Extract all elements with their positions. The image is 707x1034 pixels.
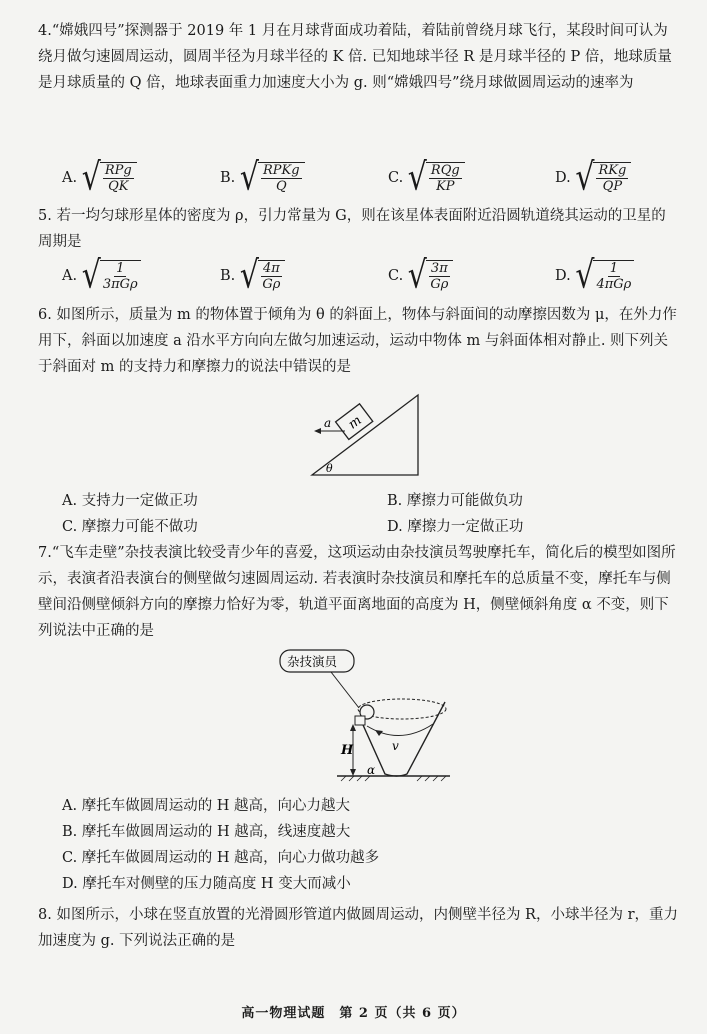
question-6-stem: 6. 如图所示，质量为 m 的物体置于倾角为 θ 的斜面上，物体与斜面间的动摩擦因数为 μ，在外力作用下，斜面以加速度 a 沿水平方向向左做匀加速运动，运动中物体 m 与斜面体相对静止. 则下列关于斜面对 m 的支持力和摩擦力的说法中错误的是 xyxy=(38,307,677,375)
question-8-stem: 8. 如图所示，小球在竖直放置的光滑圆形管道内做圆周运动，内侧壁半径为 R，小球半径为 r，重力加速度为 g. 下列说法正确的是 xyxy=(38,907,679,949)
question-8 xyxy=(38,902,678,954)
performer-pointer xyxy=(331,672,359,708)
height-label: H xyxy=(341,743,354,758)
q5-option-b-formula: √ $\frac{4\pi}{G\rho}$ xyxy=(240,260,285,292)
q4-option-a[interactable]: A. √ $\frac{\text{RPg}}{QK}$ xyxy=(62,162,137,194)
q7-option-b[interactable]: B. 摩托车做圆周运动的 H 越高，线速度越大 xyxy=(62,824,351,840)
question-5-stem: 5. 若一均匀球形星体的密度为 ρ，引力常量为 G，则在该星体表面附近沿圆轨道绕其运动的卫星的周期是 xyxy=(38,208,666,250)
q4-option-b-formula: √ $\frac{\text{RPKg}}{Q}$ xyxy=(240,162,305,194)
wall-ride-figure xyxy=(275,646,460,786)
question-7 xyxy=(38,540,678,644)
question-6 xyxy=(38,302,678,380)
q4-option-c-formula: √ $\frac{\text{RQg}}{KP}$ xyxy=(408,162,465,194)
accel-arrow-head xyxy=(314,428,321,434)
q5-option-b[interactable]: B. √ $\frac{4\pi}{G\rho}$ xyxy=(220,260,285,292)
incline-figure xyxy=(300,385,430,480)
accel-label: a xyxy=(324,416,332,430)
question-4-stem: 4.“嫦娥四号”探测器于 2019 年 1 月在月球背面成功着陆，着陆前曾绕月球飞行，某段时间可认为绕月做匀速圆周运动，圆周半径为月球半径的 K 倍. 已知地球半径 R 是月球半径的 P 倍，地球质量是月球质量的 Q 倍，地球表面重力加速度大小为 g. 则“嫦娥四号”绕月球做圆周运动的速率为 xyxy=(38,23,672,91)
speed-label: v xyxy=(392,739,399,753)
q6-option-a[interactable]: A. 支持力一定做正功 xyxy=(62,493,198,509)
q4-option-c[interactable]: C. √ $\frac{\text{RQg}}{KP}$ xyxy=(388,162,465,194)
angle-alpha-label: α xyxy=(367,763,376,777)
q4-option-d[interactable]: D. √ $\frac{\text{RKg}}{QP}$ xyxy=(555,162,631,194)
q4-option-a-formula: √ $\frac{\text{RPg}}{QK}$ xyxy=(82,162,137,194)
q7-option-d[interactable]: D. 摩托车对侧壁的压力随高度 H 变大而减小 xyxy=(62,876,351,892)
q6-option-b[interactable]: B. 摩擦力可能做负功 xyxy=(387,493,523,509)
q5-option-c[interactable]: C. √ $\frac{3\pi}{G\rho}$ xyxy=(388,260,453,292)
height-arrow-bottom xyxy=(350,769,356,776)
question-7-stem: 7.“飞车走壁”杂技表演比较受青少年的喜爱，这项运动由杂技演员驾驶摩托车，简化后的模型如图所示，表演者沿表演台的侧壁做匀速圆周运动. 若表演时杂技演员和摩托车的总质量不变，摩托车与侧壁间沿侧壁倾斜方向的摩擦力恰好为零，轨道平面离地面的高度为 H，侧壁倾斜角度 α 不变，则下列说法中正确的是 xyxy=(38,545,676,639)
q6-option-c[interactable]: C. 摩擦力可能不做功 xyxy=(62,519,198,535)
question-4 xyxy=(38,18,678,96)
q4-option-d-formula: √ $\frac{\text{RKg}}{QP}$ xyxy=(575,162,631,194)
q5-option-c-formula: √ $\frac{3\pi}{G\rho}$ xyxy=(408,260,453,292)
mass-label: m xyxy=(345,413,365,433)
q5-option-d-formula: √ $\frac{1}{\text{4πGρ}}$ xyxy=(575,260,634,292)
q5-option-d[interactable]: D. √ $\frac{1}{\text{4πGρ}}$ xyxy=(555,260,634,292)
q6-option-d[interactable]: D. 摩擦力一定做正功 xyxy=(387,519,524,535)
q7-option-c[interactable]: C. 摩托车做圆周运动的 H 越高，向心力做功越多 xyxy=(62,850,380,866)
page-footer: 高一物理试题 第 2 页（共 6 页） xyxy=(241,1006,466,1021)
angle-theta-label: θ xyxy=(326,462,333,475)
question-5 xyxy=(38,203,678,255)
performer-label: 杂技演员 xyxy=(287,654,338,669)
ground-hatch xyxy=(341,776,446,781)
q5-option-a-formula: √ $\frac{1}{\text{3πGρ}}$ xyxy=(82,260,141,292)
track-circle xyxy=(367,724,433,736)
motorcycle xyxy=(355,716,365,725)
q7-option-a[interactable]: A. 摩托车做圆周运动的 H 越高，向心力越大 xyxy=(62,798,351,814)
q5-option-a[interactable]: A. √ $\frac{1}{\text{3πGρ}}$ xyxy=(62,260,141,292)
q4-option-b[interactable]: B. √ $\frac{\text{RPKg}}{Q}$ xyxy=(220,162,305,194)
